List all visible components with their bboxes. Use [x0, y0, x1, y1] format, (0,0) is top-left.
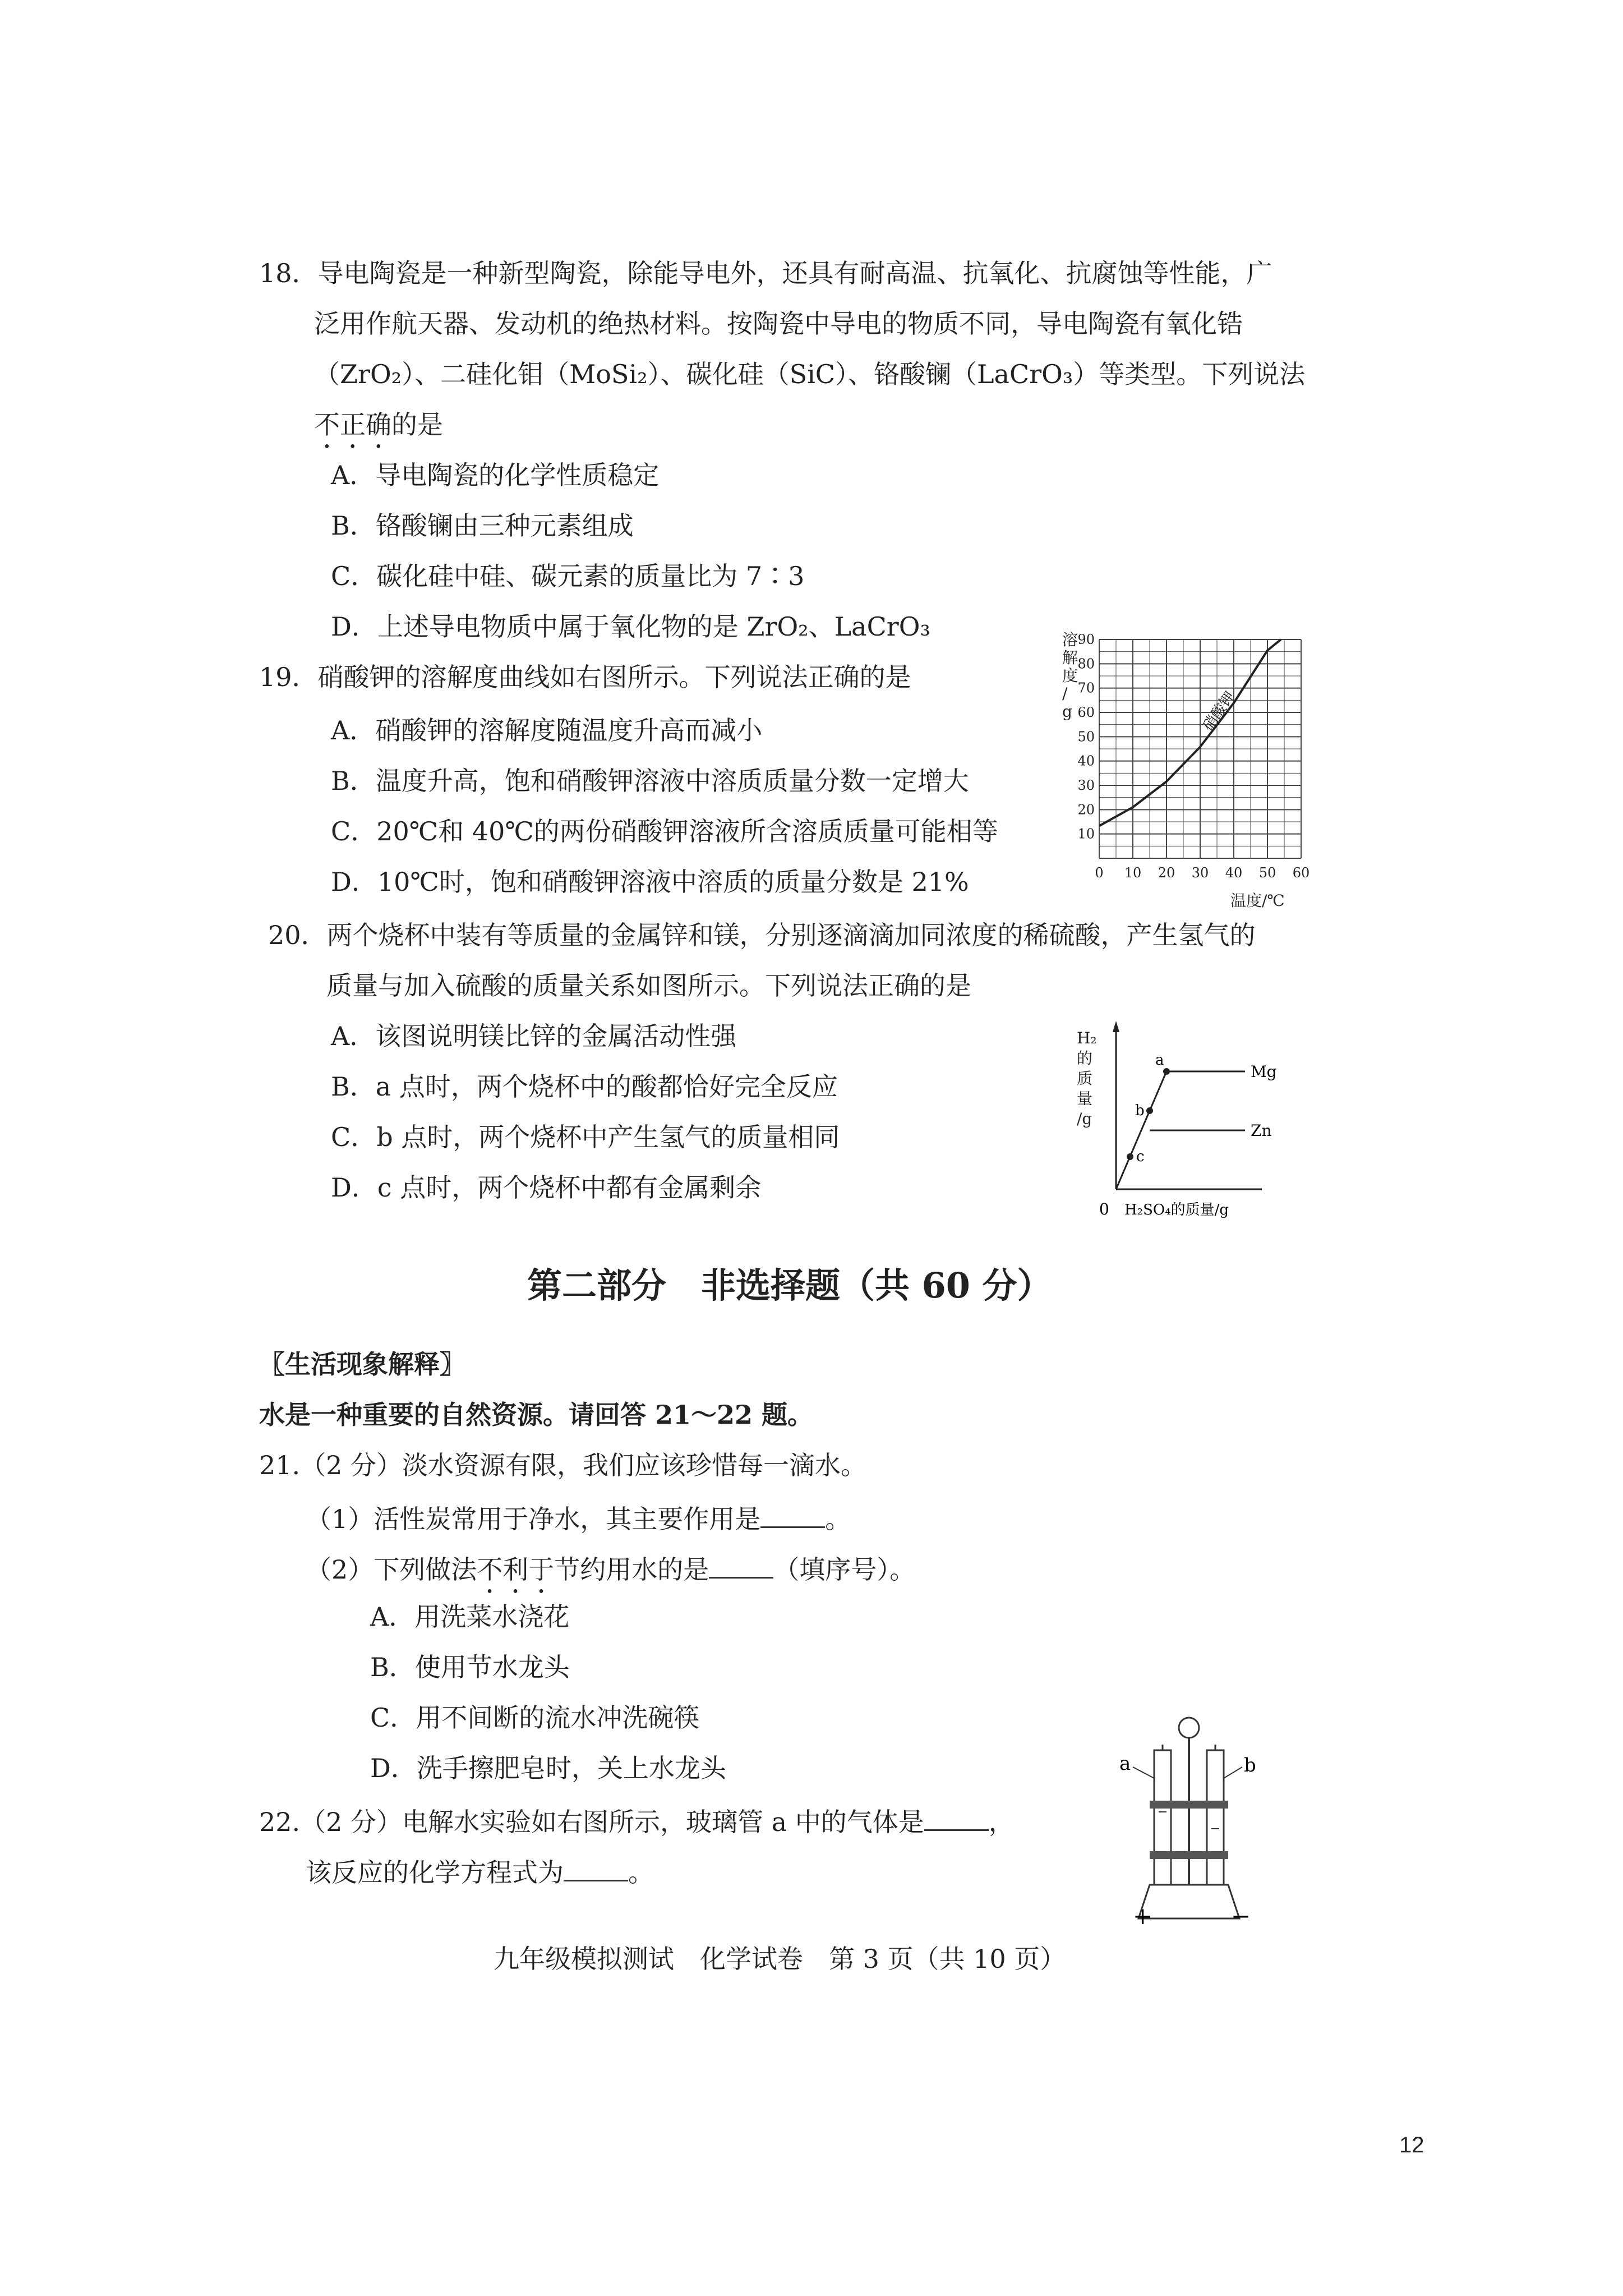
- q20-option-c: C．b 点时，两个烧杯中产生氢气的质量相同: [331, 1122, 840, 1152]
- x-tick-label: 50: [1258, 865, 1276, 881]
- solubility-chart: [1054, 623, 1324, 914]
- q20-option-b: B．a 点时，两个烧杯中的酸都恰好完全反应: [331, 1071, 838, 1102]
- x-tick-label: 40: [1225, 865, 1243, 881]
- label-minus: −: [1231, 1902, 1251, 1930]
- q20-line1: 20．两个烧杯中装有等质量的金属锌和镁，分别逐滴滴加同浓度的稀硫酸，产生氢气的: [268, 920, 1256, 950]
- q21-part2-negation: 不利于: [477, 1554, 555, 1585]
- q18-negation: 不正确: [314, 409, 391, 440]
- y-tick-label: 70: [1077, 680, 1095, 696]
- label-plus: +: [1133, 1902, 1153, 1930]
- y-tick-label: 60: [1077, 705, 1095, 720]
- q18-line2: 泛用作航天器、发动机的绝热材料。按陶瓷中导电的物质不同，导电陶瓷有氧化锆: [314, 309, 1243, 339]
- q18-option-d: D．上述导电物质中属于氧化物的是 ZrO₂、LaCrO₃: [331, 611, 930, 642]
- q21-option-b: B．使用节水龙头: [370, 1652, 570, 1682]
- solubility-curve-label: 硝酸钾: [1200, 688, 1239, 734]
- zn-label: Zn: [1251, 1121, 1272, 1140]
- point-b-label: b: [1135, 1102, 1145, 1119]
- clamp-upper: [1150, 1801, 1228, 1809]
- y-label-char: 度: [1062, 666, 1078, 685]
- q19-option-c: C．20℃和 40℃的两份硝酸钾溶液所含溶质质量可能相等: [331, 816, 998, 846]
- q22-text: 22.（2 分）电解水实验如右图所示，玻璃管 a 中的气体是: [259, 1807, 924, 1837]
- tube-b: [1207, 1750, 1224, 1885]
- q20-option-d: D．c 点时，两个烧杯中都有金属剩余: [331, 1172, 762, 1203]
- x-axis-label: H₂SO₄的质量/g: [1124, 1202, 1229, 1218]
- q21-part2-text: （2）下列做法: [306, 1554, 477, 1585]
- point-a: [1163, 1068, 1170, 1075]
- category-heading: 〖生活现象解释〗: [259, 1349, 465, 1379]
- h2-y-label-char: 的: [1077, 1049, 1093, 1068]
- h2-y-label-char: 质: [1077, 1069, 1093, 1088]
- y-axis-label: [1077, 1029, 1097, 1128]
- q21-part2-mid: 节约用水的是: [554, 1554, 709, 1585]
- page-number: 12: [1399, 2133, 1424, 2157]
- solubility-x-label: 温度/℃: [1230, 891, 1285, 910]
- electrolysis-apparatus: [1116, 1705, 1262, 1930]
- section-title: 第二部分 非选择题（共 60 分）: [527, 1265, 1052, 1306]
- q21-part1-end: 。: [825, 1504, 851, 1534]
- q22-end: 。: [628, 1857, 654, 1888]
- q21-option-a: A．用洗菜水浇花: [370, 1602, 570, 1632]
- y-label-char: 溶: [1062, 631, 1078, 649]
- solubility-grid: [1099, 639, 1301, 858]
- funnel-top: [1179, 1718, 1199, 1738]
- q21-part1-text: （1）活性炭常用于净水，其主要作用是: [306, 1504, 761, 1534]
- q21-part2-end: （填序号）。: [773, 1554, 916, 1585]
- q21-option-d: D．洗手擦肥皂时，关上水龙头: [370, 1753, 726, 1783]
- q22-blank2[interactable]: [564, 1854, 628, 1881]
- x-tick-label: 20: [1158, 865, 1175, 881]
- x-tick-label: 10: [1124, 865, 1142, 881]
- q22-line2-text: 该反应的化学方程式为: [306, 1857, 564, 1888]
- page-footer: 九年级模拟测试 化学试卷 第 3 页（共 10 页）: [494, 1944, 1066, 1974]
- q22-line2: [306, 1854, 654, 1888]
- q18-line3: （ZrO₂）、二硅化钼（MoSi₂）、碳化硅（SiC）、铬酸镧（LaCrO₃）等类型。下列说法: [314, 359, 1306, 389]
- q21-part2: [306, 1551, 915, 1599]
- point-a-label: a: [1155, 1052, 1164, 1069]
- y-tick-label: 90: [1077, 632, 1095, 647]
- clamp-lower: [1150, 1851, 1228, 1859]
- point-c: [1127, 1153, 1133, 1160]
- q19-stem: 19．硝酸钾的溶解度曲线如右图所示。下列说法正确的是: [259, 662, 911, 692]
- y-tick-label: 80: [1077, 656, 1095, 672]
- q21-part1-blank[interactable]: [760, 1501, 825, 1528]
- y-tick-label: 10: [1077, 826, 1095, 842]
- q18-tail: 的是: [391, 409, 443, 440]
- q21-part1: [306, 1501, 851, 1535]
- h2-y-label-char: 量: [1077, 1089, 1093, 1108]
- q21-option-c: C．用不间断的流水冲洗碗筷: [370, 1703, 700, 1733]
- x-tick-label: 0: [1095, 865, 1104, 881]
- y-axis-arrow: [1113, 1021, 1119, 1032]
- label-a: a: [1119, 1752, 1131, 1775]
- h2-y-label-char: /g: [1077, 1110, 1092, 1128]
- tube-a: [1154, 1750, 1171, 1885]
- solubility-y-label: [1062, 631, 1078, 721]
- topic-intro: 水是一种重要的自然资源。请回答 21～22 题。: [259, 1400, 814, 1430]
- x-tick-label: 60: [1292, 865, 1310, 881]
- q21-stem: 21.（2 分）淡水资源有限，我们应该珍惜每一滴水。: [259, 1450, 867, 1480]
- q21-part2-blank[interactable]: [709, 1551, 773, 1579]
- y-tick-label: 30: [1077, 777, 1095, 793]
- q18-option-a: A．导电陶瓷的化学性质稳定: [331, 460, 660, 490]
- q19-option-d: D．10℃时，饱和硝酸钾溶液中溶质的质量分数是 21%: [331, 867, 969, 897]
- q18-option-c: C．碳化硅中硅、碳元素的质量比为 7∶3: [331, 561, 805, 591]
- point-b: [1146, 1107, 1153, 1114]
- solubility-ticks: [1077, 632, 1310, 881]
- solubility-curve-kno3: [1099, 639, 1281, 826]
- q22-comma: ，: [988, 1807, 1015, 1837]
- origin-label: 0: [1099, 1200, 1109, 1218]
- hydrogen-mass-figure: [1077, 1010, 1312, 1223]
- y-label-char: g: [1062, 702, 1072, 721]
- y-tick-label: 50: [1077, 729, 1095, 745]
- q20-line2: 质量与加入硫酸的质量关系如图所示。下列说法正确的是: [326, 970, 971, 1001]
- q18-line1: 18．导电陶瓷是一种新型陶瓷，除能导电外，还具有耐高温、抗氧化、抗腐蚀等性能，广: [259, 258, 1272, 288]
- base: [1138, 1885, 1239, 1918]
- mg-label: Mg: [1251, 1062, 1277, 1081]
- q18-line4: [314, 409, 443, 454]
- q18-option-b: B．铬酸镧由三种元素组成: [331, 510, 634, 541]
- y-tick-label: 40: [1077, 753, 1095, 769]
- y-label-char: /: [1062, 684, 1068, 703]
- label-b: b: [1244, 1754, 1256, 1777]
- point-c-label: c: [1136, 1148, 1145, 1165]
- q19-option-b: B．温度升高，饱和硝酸钾溶液中溶质质量分数一定增大: [331, 766, 969, 796]
- y-label-char: 解: [1062, 648, 1078, 667]
- q19-option-a: A．硝酸钾的溶解度随温度升高而减小: [331, 715, 763, 746]
- h2-y-label-char: H₂: [1077, 1029, 1097, 1047]
- q22-line1: [259, 1803, 1015, 1838]
- x-tick-label: 30: [1191, 865, 1209, 881]
- q20-option-a: A．该图说明镁比锌的金属活动性强: [331, 1021, 737, 1051]
- q22-blank1[interactable]: [924, 1803, 989, 1831]
- y-tick-label: 20: [1077, 802, 1095, 818]
